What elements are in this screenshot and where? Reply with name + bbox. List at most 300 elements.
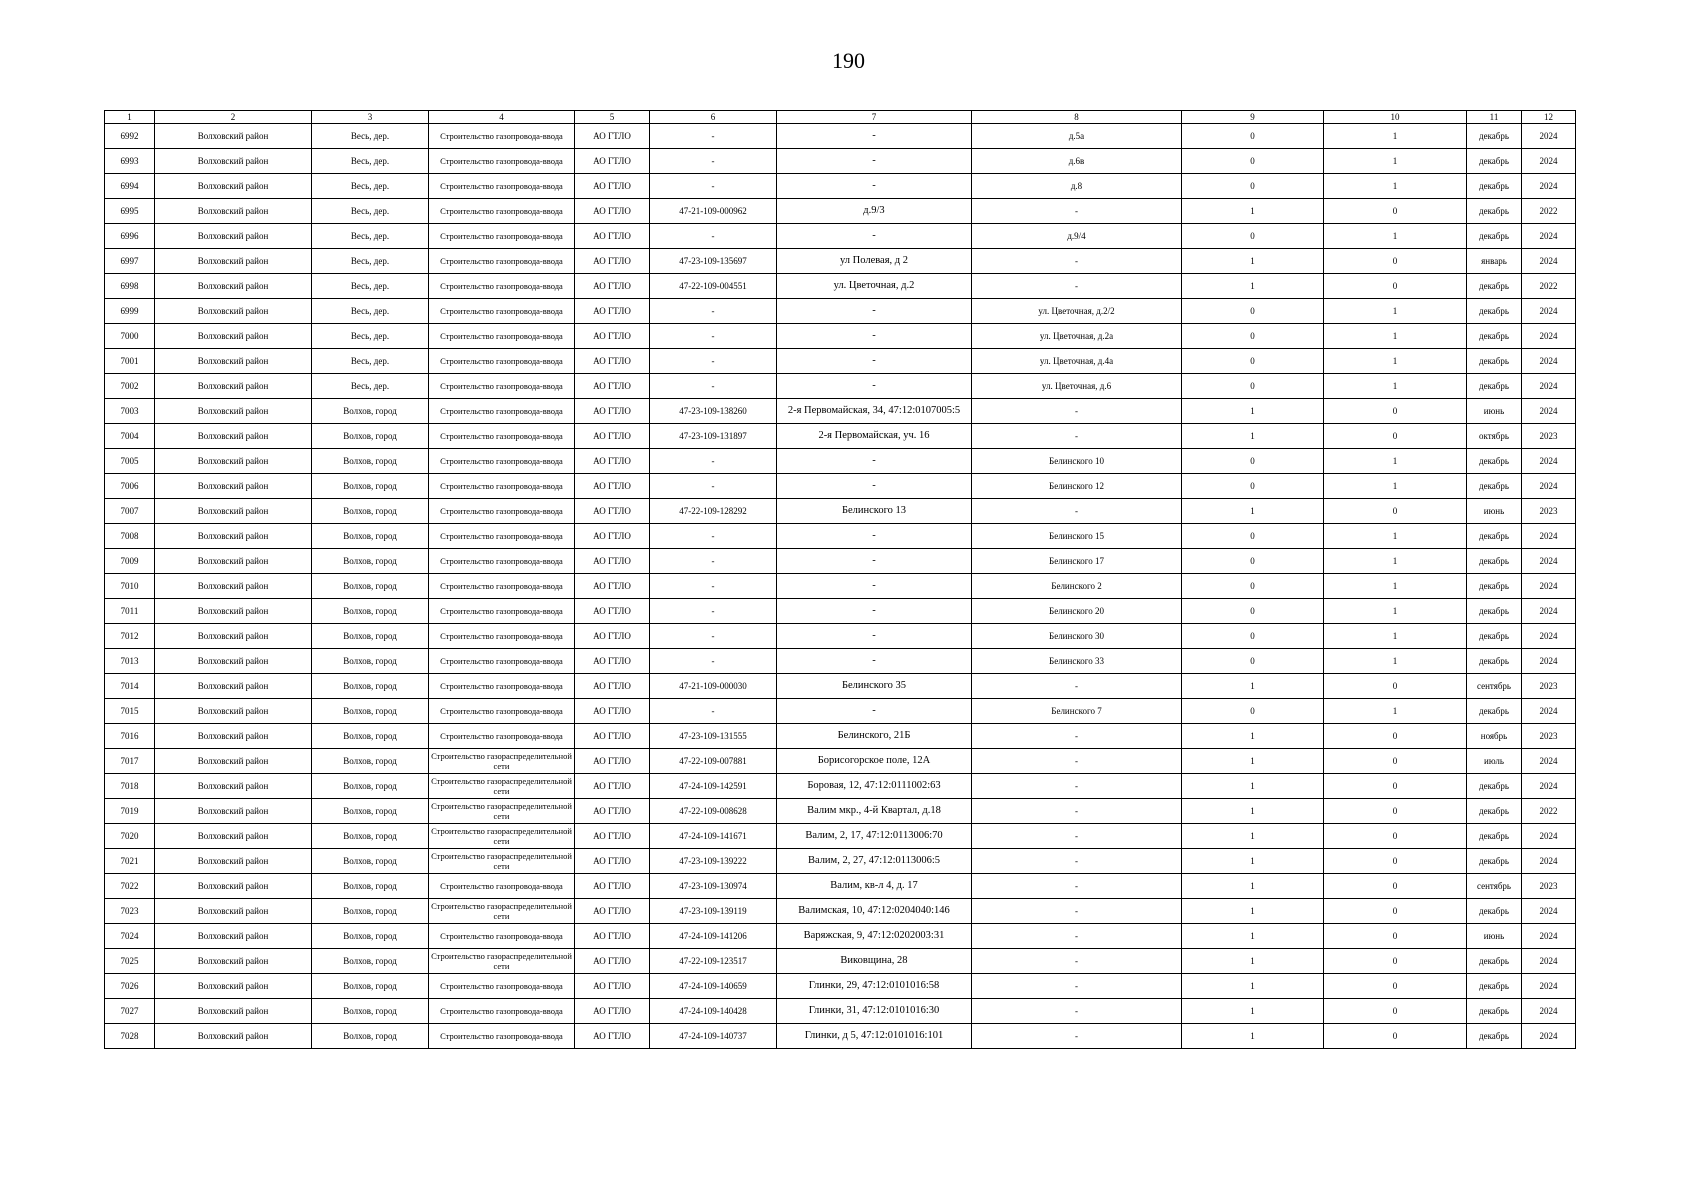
- table-cell-col-6: -: [650, 149, 777, 174]
- table-cell-col-10: 1: [1324, 174, 1467, 199]
- table-cell-col-2: Волховский район: [155, 199, 312, 224]
- table-cell-col-3: Волхов, город: [312, 974, 429, 999]
- table-cell-col-3: Волхов, город: [312, 1024, 429, 1049]
- table-cell-col-8: ул. Цветочная, д.2а: [972, 324, 1182, 349]
- table-cell-col-3: Весь, дер.: [312, 374, 429, 399]
- table-cell-col-11: декабрь: [1467, 374, 1522, 399]
- table-cell-col-11: декабрь: [1467, 549, 1522, 574]
- table-cell-col-5: АО ГТЛО: [575, 824, 650, 849]
- table-cell-col-8: Белинского 7: [972, 699, 1182, 724]
- table-row: [105, 524, 1576, 549]
- page-number: 190: [832, 48, 865, 73]
- table-cell-col-7: -: [777, 574, 972, 599]
- table-cell-col-11: декабрь: [1467, 999, 1522, 1024]
- table-cell-col-9: 0: [1182, 699, 1324, 724]
- table-cell-col-2: Волховский район: [155, 299, 312, 324]
- table-cell-col-11: июнь: [1467, 399, 1522, 424]
- table-cell-col-1: 7023: [105, 899, 155, 924]
- table-row: [105, 399, 1576, 424]
- table-cell-col-3: Волхов, город: [312, 899, 429, 924]
- table-cell-col-3: Волхов, город: [312, 699, 429, 724]
- table-cell-col-10: 0: [1324, 199, 1467, 224]
- table-cell-col-11: декабрь: [1467, 899, 1522, 924]
- table-row: [105, 424, 1576, 449]
- table-cell-col-4: Строительство газопровода-ввода: [429, 674, 575, 699]
- table-cell-col-8: -: [972, 199, 1182, 224]
- table-cell-col-7: -: [777, 174, 972, 199]
- table-cell-col-2: Волховский район: [155, 124, 312, 149]
- table-cell-col-4: Строительство газопровода-ввода: [429, 724, 575, 749]
- table-cell-col-9: 0: [1182, 224, 1324, 249]
- table-cell-col-1: 7024: [105, 924, 155, 949]
- table-cell-col-6: 47-23-109-130974: [650, 874, 777, 899]
- table-cell-col-10: 0: [1324, 249, 1467, 274]
- table-cell-col-7: -: [777, 324, 972, 349]
- table-cell-col-7: д.9/3: [777, 199, 972, 224]
- table-cell-col-12: 2023: [1522, 724, 1576, 749]
- table-cell-col-10: 1: [1324, 124, 1467, 149]
- table-row: [105, 349, 1576, 374]
- table-cell-col-6: -: [650, 124, 777, 149]
- table-cell-col-12: 2023: [1522, 874, 1576, 899]
- table-cell-col-2: Волховский район: [155, 474, 312, 499]
- table-cell-col-9: 0: [1182, 324, 1324, 349]
- table-cell-col-1: 7016: [105, 724, 155, 749]
- table-cell-col-6: -: [650, 549, 777, 574]
- table-cell-col-1: 7008: [105, 524, 155, 549]
- table-cell-col-7: -: [777, 374, 972, 399]
- table-row: [105, 274, 1576, 299]
- table-cell-col-10: 0: [1324, 849, 1467, 874]
- table-cell-col-12: 2024: [1522, 599, 1576, 624]
- table-cell-col-10: 0: [1324, 499, 1467, 524]
- table-cell-col-9: 0: [1182, 474, 1324, 499]
- table-cell-col-8: Белинского 2: [972, 574, 1182, 599]
- table-cell-col-9: 0: [1182, 174, 1324, 199]
- table-cell-col-4: Строительство газораспределительной сети: [429, 799, 575, 824]
- table-cell-col-11: декабрь: [1467, 449, 1522, 474]
- table-cell-col-1: 7011: [105, 599, 155, 624]
- table-cell-col-6: -: [650, 324, 777, 349]
- table-cell-col-2: Волховский район: [155, 274, 312, 299]
- table-cell-col-8: -: [972, 249, 1182, 274]
- column-header-12: 12: [1522, 111, 1576, 124]
- table-cell-col-4: Строительство газопровода-ввода: [429, 449, 575, 474]
- table-cell-col-12: 2024: [1522, 549, 1576, 574]
- table-cell-col-5: АО ГТЛО: [575, 424, 650, 449]
- table-cell-col-9: 1: [1182, 974, 1324, 999]
- table-cell-col-4: Строительство газопровода-ввода: [429, 399, 575, 424]
- table-cell-col-1: 6996: [105, 224, 155, 249]
- table-cell-col-4: Строительство газопровода-ввода: [429, 624, 575, 649]
- table-cell-col-10: 1: [1324, 624, 1467, 649]
- table-cell-col-10: 1: [1324, 599, 1467, 624]
- column-header-9: 9: [1182, 111, 1324, 124]
- table-cell-col-2: Волховский район: [155, 399, 312, 424]
- table-cell-col-7: Глинки, д 5, 47:12:0101016:101: [777, 1024, 972, 1049]
- table-cell-col-12: 2024: [1522, 224, 1576, 249]
- table-cell-col-12: 2023: [1522, 674, 1576, 699]
- table-cell-col-4: Строительство газопровода-ввода: [429, 124, 575, 149]
- table-cell-col-7: -: [777, 474, 972, 499]
- table-cell-col-9: 0: [1182, 524, 1324, 549]
- table-cell-col-12: 2022: [1522, 274, 1576, 299]
- data-table: [104, 110, 1576, 1049]
- table-cell-col-12: 2024: [1522, 399, 1576, 424]
- table-cell-col-5: АО ГТЛО: [575, 574, 650, 599]
- table-cell-col-6: 47-23-109-139222: [650, 849, 777, 874]
- table-cell-col-4: Строительство газопровода-ввода: [429, 224, 575, 249]
- table-row: [105, 699, 1576, 724]
- table-cell-col-11: декабрь: [1467, 949, 1522, 974]
- table-row: [105, 124, 1576, 149]
- table-cell-col-3: Волхов, город: [312, 574, 429, 599]
- table-cell-col-10: 1: [1324, 349, 1467, 374]
- table-cell-col-6: 47-24-109-141671: [650, 824, 777, 849]
- table-cell-col-4: Строительство газораспределительной сети: [429, 774, 575, 799]
- table-row: [105, 174, 1576, 199]
- table-cell-col-2: Волховский район: [155, 1024, 312, 1049]
- table-cell-col-1: 7005: [105, 449, 155, 474]
- table-cell-col-8: -: [972, 849, 1182, 874]
- table-cell-col-1: 6997: [105, 249, 155, 274]
- table-cell-col-9: 1: [1182, 249, 1324, 274]
- table-cell-col-12: 2024: [1522, 124, 1576, 149]
- table-header-row: [105, 111, 1576, 124]
- table-cell-col-9: 0: [1182, 449, 1324, 474]
- table-cell-col-1: 6995: [105, 199, 155, 224]
- table-cell-col-9: 1: [1182, 724, 1324, 749]
- table-cell-col-7: -: [777, 124, 972, 149]
- table-cell-col-1: 7006: [105, 474, 155, 499]
- table-cell-col-5: АО ГТЛО: [575, 549, 650, 574]
- table-cell-col-5: АО ГТЛО: [575, 899, 650, 924]
- table-cell-col-9: 0: [1182, 549, 1324, 574]
- table-cell-col-1: 6994: [105, 174, 155, 199]
- table-row: [105, 324, 1576, 349]
- table-cell-col-12: 2024: [1522, 899, 1576, 924]
- table-cell-col-6: 47-24-109-141206: [650, 924, 777, 949]
- table-cell-col-4: Строительство газопровода-ввода: [429, 249, 575, 274]
- table-cell-col-12: 2024: [1522, 949, 1576, 974]
- table-cell-col-4: Строительство газопровода-ввода: [429, 974, 575, 999]
- table-cell-col-11: ноябрь: [1467, 724, 1522, 749]
- table-cell-col-11: декабрь: [1467, 274, 1522, 299]
- table-cell-col-6: 47-23-109-131555: [650, 724, 777, 749]
- table-cell-col-4: Строительство газопровода-ввода: [429, 699, 575, 724]
- table-cell-col-12: 2024: [1522, 299, 1576, 324]
- table-cell-col-8: -: [972, 749, 1182, 774]
- table-cell-col-10: 1: [1324, 324, 1467, 349]
- table-cell-col-12: 2024: [1522, 349, 1576, 374]
- table-cell-col-4: Строительство газопровода-ввода: [429, 174, 575, 199]
- table-cell-col-4: Строительство газопровода-ввода: [429, 924, 575, 949]
- table-cell-col-2: Волховский район: [155, 449, 312, 474]
- table-cell-col-7: Белинского, 21Б: [777, 724, 972, 749]
- table-cell-col-1: 7027: [105, 999, 155, 1024]
- table-cell-col-1: 7009: [105, 549, 155, 574]
- table-cell-col-12: 2024: [1522, 374, 1576, 399]
- table-cell-col-12: 2024: [1522, 924, 1576, 949]
- table-cell-col-6: -: [650, 699, 777, 724]
- table-cell-col-7: -: [777, 224, 972, 249]
- table-cell-col-4: Строительство газопровода-ввода: [429, 374, 575, 399]
- table-cell-col-2: Волховский район: [155, 549, 312, 574]
- table-cell-col-1: 7022: [105, 874, 155, 899]
- table-cell-col-7: Виковщина, 28: [777, 949, 972, 974]
- table-cell-col-8: д.6в: [972, 149, 1182, 174]
- table-cell-col-1: 6993: [105, 149, 155, 174]
- table-cell-col-2: Волховский район: [155, 849, 312, 874]
- table-row: [105, 849, 1576, 874]
- table-row: [105, 649, 1576, 674]
- table-cell-col-8: Белинского 30: [972, 624, 1182, 649]
- table-row: [105, 474, 1576, 499]
- table-cell-col-8: -: [972, 949, 1182, 974]
- table-cell-col-5: АО ГТЛО: [575, 849, 650, 874]
- table-cell-col-9: 1: [1182, 749, 1324, 774]
- table-cell-col-5: АО ГТЛО: [575, 449, 650, 474]
- table-cell-col-8: Белинского 33: [972, 649, 1182, 674]
- table-cell-col-7: -: [777, 699, 972, 724]
- table-cell-col-7: -: [777, 524, 972, 549]
- table-cell-col-11: декабрь: [1467, 1024, 1522, 1049]
- table-cell-col-8: ул. Цветочная, д.2/2: [972, 299, 1182, 324]
- table-cell-col-10: 1: [1324, 374, 1467, 399]
- table-cell-col-7: -: [777, 449, 972, 474]
- table-cell-col-8: Белинского 20: [972, 599, 1182, 624]
- table-cell-col-12: 2024: [1522, 324, 1576, 349]
- table-row: [105, 924, 1576, 949]
- table-cell-col-5: АО ГТЛО: [575, 699, 650, 724]
- table-cell-col-2: Волховский район: [155, 349, 312, 374]
- table-cell-col-2: Волховский район: [155, 574, 312, 599]
- table-cell-col-9: 0: [1182, 149, 1324, 174]
- table-cell-col-3: Волхов, город: [312, 424, 429, 449]
- table-cell-col-9: 0: [1182, 374, 1324, 399]
- table-cell-col-10: 0: [1324, 424, 1467, 449]
- table-cell-col-7: -: [777, 349, 972, 374]
- table-cell-col-8: -: [972, 274, 1182, 299]
- table-cell-col-1: 6998: [105, 274, 155, 299]
- table-cell-col-5: АО ГТЛО: [575, 1024, 650, 1049]
- table-cell-col-4: Строительство газопровода-ввода: [429, 574, 575, 599]
- table-cell-col-7: Глинки, 31, 47:12:0101016:30: [777, 999, 972, 1024]
- table-cell-col-10: 0: [1324, 724, 1467, 749]
- table-cell-col-12: 2024: [1522, 574, 1576, 599]
- table-cell-col-3: Волхов, город: [312, 924, 429, 949]
- table-cell-col-2: Волховский район: [155, 749, 312, 774]
- table-cell-col-6: -: [650, 349, 777, 374]
- table-cell-col-11: июнь: [1467, 924, 1522, 949]
- table-cell-col-2: Волховский район: [155, 324, 312, 349]
- table-cell-col-2: Волховский район: [155, 599, 312, 624]
- table-cell-col-11: декабрь: [1467, 149, 1522, 174]
- table-cell-col-6: 47-23-109-138260: [650, 399, 777, 424]
- table-cell-col-1: 7000: [105, 324, 155, 349]
- table-cell-col-11: декабрь: [1467, 774, 1522, 799]
- table-cell-col-1: 7002: [105, 374, 155, 399]
- table-cell-col-11: декабрь: [1467, 524, 1522, 549]
- table-cell-col-6: 47-23-109-139119: [650, 899, 777, 924]
- table-cell-col-4: Строительство газопровода-ввода: [429, 999, 575, 1024]
- table-cell-col-5: АО ГТЛО: [575, 224, 650, 249]
- table-cell-col-8: -: [972, 674, 1182, 699]
- table-cell-col-11: декабрь: [1467, 599, 1522, 624]
- table-cell-col-5: АО ГТЛО: [575, 524, 650, 549]
- table-cell-col-7: Валимская, 10, 47:12:0204040:146: [777, 899, 972, 924]
- table-cell-col-12: 2024: [1522, 474, 1576, 499]
- table-cell-col-12: 2024: [1522, 974, 1576, 999]
- table-row: [105, 249, 1576, 274]
- table-cell-col-10: 1: [1324, 574, 1467, 599]
- table-cell-col-5: АО ГТЛО: [575, 774, 650, 799]
- table-cell-col-3: Волхов, город: [312, 549, 429, 574]
- table-cell-col-9: 1: [1182, 949, 1324, 974]
- table-row: [105, 549, 1576, 574]
- table-cell-col-4: Строительство газопровода-ввода: [429, 1024, 575, 1049]
- table-cell-col-6: -: [650, 574, 777, 599]
- table-cell-col-7: -: [777, 299, 972, 324]
- table-row: [105, 199, 1576, 224]
- table-row: [105, 449, 1576, 474]
- table-cell-col-12: 2024: [1522, 749, 1576, 774]
- table-cell-col-10: 0: [1324, 899, 1467, 924]
- table-row: [105, 824, 1576, 849]
- table-row: [105, 224, 1576, 249]
- table-cell-col-5: АО ГТЛО: [575, 174, 650, 199]
- table-cell-col-3: Волхов, город: [312, 874, 429, 899]
- table-cell-col-11: декабрь: [1467, 799, 1522, 824]
- table-cell-col-1: 7003: [105, 399, 155, 424]
- table-cell-col-4: Строительство газопровода-ввода: [429, 874, 575, 899]
- table-cell-col-2: Волховский район: [155, 924, 312, 949]
- table-cell-col-6: 47-24-109-140659: [650, 974, 777, 999]
- table-cell-col-3: Весь, дер.: [312, 324, 429, 349]
- table-cell-col-6: 47-22-109-123517: [650, 949, 777, 974]
- table-cell-col-5: АО ГТЛО: [575, 249, 650, 274]
- table-cell-col-10: 0: [1324, 274, 1467, 299]
- table-cell-col-1: 7018: [105, 774, 155, 799]
- table-cell-col-4: Строительство газопровода-ввода: [429, 149, 575, 174]
- table-cell-col-3: Весь, дер.: [312, 199, 429, 224]
- table-cell-col-12: 2024: [1522, 524, 1576, 549]
- table-cell-col-3: Волхов, город: [312, 949, 429, 974]
- table-cell-col-12: 2022: [1522, 799, 1576, 824]
- table-cell-col-9: 1: [1182, 399, 1324, 424]
- table-cell-col-7: 2-я Первомайская, уч. 16: [777, 424, 972, 449]
- table-cell-col-7: 2-я Первомайская, 34, 47:12:0107005:5: [777, 399, 972, 424]
- table-cell-col-6: 47-22-109-004551: [650, 274, 777, 299]
- table-cell-col-4: Строительство газопровода-ввода: [429, 424, 575, 449]
- table-cell-col-10: 0: [1324, 1024, 1467, 1049]
- table-cell-col-5: АО ГТЛО: [575, 124, 650, 149]
- table-cell-col-10: 0: [1324, 949, 1467, 974]
- table-cell-col-10: 0: [1324, 874, 1467, 899]
- table-row: [105, 299, 1576, 324]
- table-cell-col-1: 7028: [105, 1024, 155, 1049]
- table-cell-col-5: АО ГТЛО: [575, 299, 650, 324]
- table-cell-col-11: декабрь: [1467, 699, 1522, 724]
- table-cell-col-4: Строительство газораспределительной сети: [429, 899, 575, 924]
- table-cell-col-1: 6999: [105, 299, 155, 324]
- table-cell-col-10: 0: [1324, 924, 1467, 949]
- table-cell-col-2: Волховский район: [155, 824, 312, 849]
- table-cell-col-2: Волховский район: [155, 724, 312, 749]
- table-cell-col-4: Строительство газопровода-ввода: [429, 549, 575, 574]
- table-cell-col-8: ул. Цветочная, д.6: [972, 374, 1182, 399]
- table-cell-col-8: Белинского 12: [972, 474, 1182, 499]
- table-cell-col-8: -: [972, 999, 1182, 1024]
- table-cell-col-12: 2024: [1522, 174, 1576, 199]
- table-cell-col-4: Строительство газораспределительной сети: [429, 824, 575, 849]
- table-cell-col-6: 47-22-109-128292: [650, 499, 777, 524]
- table-cell-col-3: Весь, дер.: [312, 124, 429, 149]
- table-cell-col-1: 7007: [105, 499, 155, 524]
- table-cell-col-12: 2024: [1522, 999, 1576, 1024]
- table-cell-col-9: 0: [1182, 299, 1324, 324]
- table-row: [105, 574, 1576, 599]
- table-row: [105, 599, 1576, 624]
- table-cell-col-5: АО ГТЛО: [575, 924, 650, 949]
- table-row: [105, 499, 1576, 524]
- table-cell-col-12: 2024: [1522, 149, 1576, 174]
- table-cell-col-1: 7001: [105, 349, 155, 374]
- table-cell-col-12: 2024: [1522, 649, 1576, 674]
- table-cell-col-11: декабрь: [1467, 624, 1522, 649]
- table-cell-col-11: декабрь: [1467, 574, 1522, 599]
- table-cell-col-11: июнь: [1467, 499, 1522, 524]
- table-cell-col-2: Волховский район: [155, 999, 312, 1024]
- table-cell-col-9: 1: [1182, 799, 1324, 824]
- table-cell-col-2: Волховский район: [155, 374, 312, 399]
- table-cell-col-11: декабрь: [1467, 649, 1522, 674]
- table-cell-col-4: Строительство газопровода-ввода: [429, 349, 575, 374]
- table-cell-col-7: Боровая, 12, 47:12:0111002:63: [777, 774, 972, 799]
- table-cell-col-11: сентябрь: [1467, 874, 1522, 899]
- table-cell-col-4: Строительство газопровода-ввода: [429, 524, 575, 549]
- table-cell-col-6: 47-22-109-008628: [650, 799, 777, 824]
- column-header-1: 1: [105, 111, 155, 124]
- table-cell-col-7: -: [777, 624, 972, 649]
- table-cell-col-2: Волховский район: [155, 974, 312, 999]
- table-cell-col-6: -: [650, 224, 777, 249]
- column-header-3: 3: [312, 111, 429, 124]
- table-cell-col-4: Строительство газопровода-ввода: [429, 324, 575, 349]
- column-header-4: 4: [429, 111, 575, 124]
- table-cell-col-1: 6992: [105, 124, 155, 149]
- table-cell-col-8: -: [972, 874, 1182, 899]
- table-cell-col-11: октябрь: [1467, 424, 1522, 449]
- table-cell-col-6: -: [650, 599, 777, 624]
- table-row: [105, 974, 1576, 999]
- table-cell-col-9: 1: [1182, 849, 1324, 874]
- column-header-10: 10: [1324, 111, 1467, 124]
- table-cell-col-6: -: [650, 374, 777, 399]
- table-cell-col-1: 7013: [105, 649, 155, 674]
- table-cell-col-9: 1: [1182, 924, 1324, 949]
- table-cell-col-8: -: [972, 974, 1182, 999]
- table-cell-col-8: -: [972, 924, 1182, 949]
- table-row: [105, 874, 1576, 899]
- table-cell-col-8: -: [972, 899, 1182, 924]
- table-cell-col-3: Волхов, город: [312, 674, 429, 699]
- table-cell-col-9: 0: [1182, 349, 1324, 374]
- table-cell-col-6: -: [650, 174, 777, 199]
- table-cell-col-8: ул. Цветочная, д.4а: [972, 349, 1182, 374]
- table-cell-col-4: Строительство газораспределительной сети: [429, 849, 575, 874]
- table-cell-col-3: Весь, дер.: [312, 349, 429, 374]
